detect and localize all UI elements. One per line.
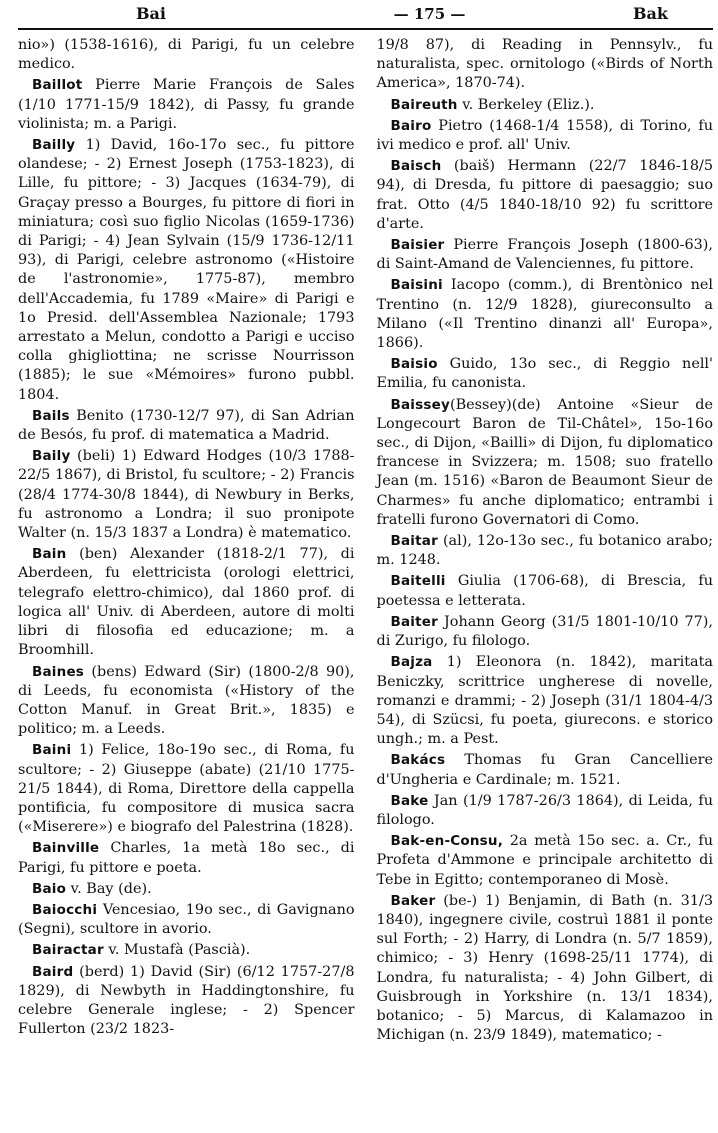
dictionary-entry — [377, 532, 714, 570]
entry-headword: Baillot — [32, 77, 83, 94]
entry-headword: Bake — [390, 792, 429, 809]
entry-headword: Bak-en-Consu, — [390, 833, 504, 850]
dictionary-entry — [18, 136, 355, 405]
entry-headword: Bakács — [390, 752, 446, 769]
dictionary-entry — [377, 157, 714, 234]
entry-headword: Bails — [32, 407, 70, 424]
entry-headword: Baini — [32, 742, 72, 759]
entry-headword: Baiocchi — [32, 901, 98, 918]
entry-text: Benito (1730-12/7 97), di San Adrian de Besós, fu prof. di matematica a Madrid. — [18, 407, 355, 444]
entry-text: Pietro (1468-1/4 1558), di Torino, fu ivi medico e prof. all' Univ. — [376, 117, 713, 154]
entry-text: Charles, 1a metà 18o sec., di Parigi, fu pittore e poeta. — [18, 840, 355, 876]
dictionary-entry — [377, 117, 714, 155]
entry-headword: Baireuth — [390, 96, 458, 113]
entry-text: (al), 12o-13o sec., fu botanico arabo; m. 1248. — [376, 533, 713, 569]
entry-text: v. Berkeley (Eliz.). — [457, 96, 595, 113]
entry-text: Jan (1/9 1787-26/3 1864), di Leida, fu filologo. — [376, 792, 713, 828]
entry-text: Pierre François Joseph (1800-63), di Saint-Amand de Valenciennes, fu pittore. — [376, 237, 713, 273]
left-column — [18, 36, 355, 1047]
entry-text: (baiš) Hermann (22/7 1846-18/5 94), di Dresda, fu pittore di paesaggio; suo frat. Otto (4/5 1840-18/10 92) fu scrittore d'arte. — [376, 158, 713, 232]
dictionary-entry — [377, 792, 714, 830]
entry-headword: Baisier — [390, 237, 445, 254]
page-number: — 175 — — [393, 5, 466, 23]
two-column-body — [18, 36, 713, 1047]
entry-text: (bens) Edward (Sir) (1800-2/8 90), di Leeds, fu economista («History of the Cotton Manuf. in Great Brit.», 1835) e politico; m. a Leeds. — [18, 663, 355, 738]
entry-text: Guido, 13o sec., di Reggio nell' Emilia, fu canonista. — [376, 356, 713, 392]
entry-headword: Bailly — [32, 137, 76, 154]
entry-text: (Bessey)(de) Antoine «Sieur de Longecourt Baron de Til-Châtel», 15o-16o sec., di Dijon, «Bailli» di Dijon, fu diplomatico francese in Svizzera; m. 1508; suo fratello Jean (m. 1516) «Baron de Beaumont Sieur de Charmes» fu anche diplomatico; entrambi i fratelli furono Governatori di Como. — [376, 396, 713, 528]
dictionary-entry — [377, 355, 714, 393]
dictionary-entry — [18, 741, 355, 837]
entry-headword: Baily — [32, 448, 71, 465]
header-right-guideword: Bak — [633, 4, 668, 23]
entry-headword: Bairactar — [32, 942, 104, 959]
dictionary-entry — [18, 963, 355, 1040]
dictionary-entry — [18, 36, 355, 74]
entry-text: 2a metà 15o sec. a. Cr., fu Profeta d'Ammone e principale architetto di Tebe in Egitto; contemporaneo di Mosè. — [376, 833, 713, 888]
right-column — [377, 36, 714, 1047]
entry-text: Giulia (1706-68), di Brescia, fu poetessa e letterata. — [376, 573, 713, 609]
dictionary-entry — [377, 36, 714, 94]
entry-text: 19/8 87), di Reading in Pennsylv., fu naturalista, spec. ornitologo («Birds of North America», 1870-74). — [376, 37, 713, 92]
entry-headword: Baines — [32, 663, 85, 680]
dictionary-entry — [377, 613, 714, 651]
entry-headword: Baisini — [390, 277, 443, 294]
entry-text: Thomas fu Gran Cancelliere d'Ungheria e Cardinale; m. 1521. — [376, 752, 713, 788]
dictionary-entry — [18, 447, 355, 543]
entry-headword: Baisch — [390, 158, 442, 175]
entry-text: Vencesiao, 19o sec., di Gavignano (Segni), scultore in avorio. — [18, 901, 355, 938]
dictionary-entry — [18, 407, 355, 445]
entry-headword: Bainville — [32, 840, 100, 857]
dictionary-entry — [377, 236, 714, 274]
entry-headword: Baiter — [390, 613, 438, 630]
dictionary-entry — [377, 892, 714, 1046]
entry-headword: Baisio — [390, 356, 438, 373]
entry-headword: Baird — [32, 963, 74, 980]
entry-text: (beli) 1) Edward Hodges (10/3 1788-22/5 1867), di Bristol, fu scultore; - 2) Francis (28/4 1774-30/8 1844), di Newbury in Berks, fu astronomo a Londra; il suo pronipote Walter (n. 15/3 1837 a Londra) è matematico. — [18, 448, 355, 542]
entry-headword: Baio — [32, 880, 67, 897]
entry-headword: Baissey — [390, 396, 450, 413]
dictionary-entry — [18, 545, 355, 660]
dictionary-entry — [377, 751, 714, 789]
entry-text: 1) Eleonora (n. 1842), maritata Beniczky, scrittrice ungherese di novelle, romanzi e drammi; - 2) Joseph (31/1 1804-4/3 54), di Szücsi, fu poeta, giurecons. e storico ungh.; m. a Pest. — [376, 654, 713, 748]
dictionary-entry — [377, 276, 714, 353]
entry-text: Pierre Marie François de Sales (1/10 1771-15/9 1842), di Passy, fu grande violinista; m. a Parigi. — [18, 77, 355, 132]
dictionary-entry — [18, 76, 355, 134]
entry-text: (ben) Alexander (1818-2/1 77), di Aberdeen, fu elettricista (orologi elettrici, telegrafo elettro-chimico), dal 1860 prof. di logica all' Univ. di Aberdeen, autore di molti libri di filosofia ed educazione; m. a Broomhill. — [18, 546, 355, 659]
dictionary-entry — [18, 880, 355, 899]
entry-headword: Baitar — [390, 533, 438, 550]
entry-text: 1) Felice, 18o-19o sec., di Roma, fu scultore; - 2) Giuseppe (abate) (21/10 1775-21/5 1844), di Roma, Direttore della cappella pontificia, fu compositore di musica sacra («Miserere») e biografo del Palestrina (1828). — [18, 742, 355, 836]
dictionary-entry — [377, 96, 714, 115]
entry-text: (be-) 1) Benjamin, di Bath (n. 31/3 1840), ingegnere civile, costruì 1881 il ponte sul Forth; - 2) Harry, di Londra (n. 5/7 1859), chimico; - 3) Henry (1698-25/11 1774), di Londra, fu naturalista; - 4) John Gilbert, di Guisbrough in Yorkshire (n. 13/1 1834), botanico; - 5) Marcus, di Kalamazoo in Michigan (n. 23/9 1849), matematico; - — [376, 892, 713, 1044]
running-header — [18, 4, 713, 26]
dictionary-entry — [18, 901, 355, 939]
entry-text: (berd) 1) David (Sir) (6/12 1757-27/8 1829), di Newbyth in Haddingtonshire, fu celebre Generale inglese; - 2) Spencer Fullerton (23/2 1823- — [18, 963, 355, 1038]
entry-text: Iacopo (comm.), di Brentònico nel Trentino (n. 12/9 1828), giureconsulto a Milano («Il Trentino dinanzi all' Europa», 1866). — [376, 277, 713, 352]
dictionary-entry — [18, 941, 355, 960]
entry-text: 1) David, 16o-17o sec., fu pittore olandese; - 2) Ernest Joseph (1753-1823), di Lille, fu pittore; - 3) Jacques (1634-79), di Graçay presso a Bourges, fu pittore di fiori in miniatura; così suo figlio Nicolas (1659-1736) di Parigi; - 4) Jean Sylvain (15/9 1736-12/11 93), di Parigi, celebre astronomo («Histoire de l'astronomie», 1775-87), membro dell'Accademia, fu 1789 «Maire» di Parigi e 1o Presid. dell'Assemblea Nazionale; 1793 arrestato a Melun, condotto a Parigi e ucciso colla ghigliottina; ne scrisse Nourrisson (1885); le sue «Mémoires» furono pubbl. 1804. — [18, 137, 355, 403]
header-left-guideword: Bai — [136, 4, 166, 23]
dictionary-entry — [377, 572, 714, 610]
entry-text: v. Mustafà (Pascià). — [103, 942, 251, 959]
entry-headword: Bairo — [390, 117, 432, 134]
entry-headword: Bajza — [390, 654, 433, 671]
dictionary-entry — [377, 832, 714, 890]
dictionary-entry — [377, 396, 714, 530]
entry-headword: Baitelli — [390, 573, 446, 590]
dictionary-entry — [18, 839, 355, 877]
header-rule — [18, 28, 713, 30]
dictionary-entry — [18, 663, 355, 740]
entry-text: Johann Georg (31/5 1801-10/10 77), di Zurigo, fu filologo. — [376, 613, 713, 650]
entry-text: v. Bay (de). — [66, 880, 152, 897]
entry-headword: Baker — [390, 892, 436, 909]
entry-text: nio») (1538-1616), di Parigi, fu un celebre medico. — [18, 37, 355, 73]
dictionary-entry — [377, 653, 714, 749]
entry-headword: Bain — [32, 546, 67, 563]
